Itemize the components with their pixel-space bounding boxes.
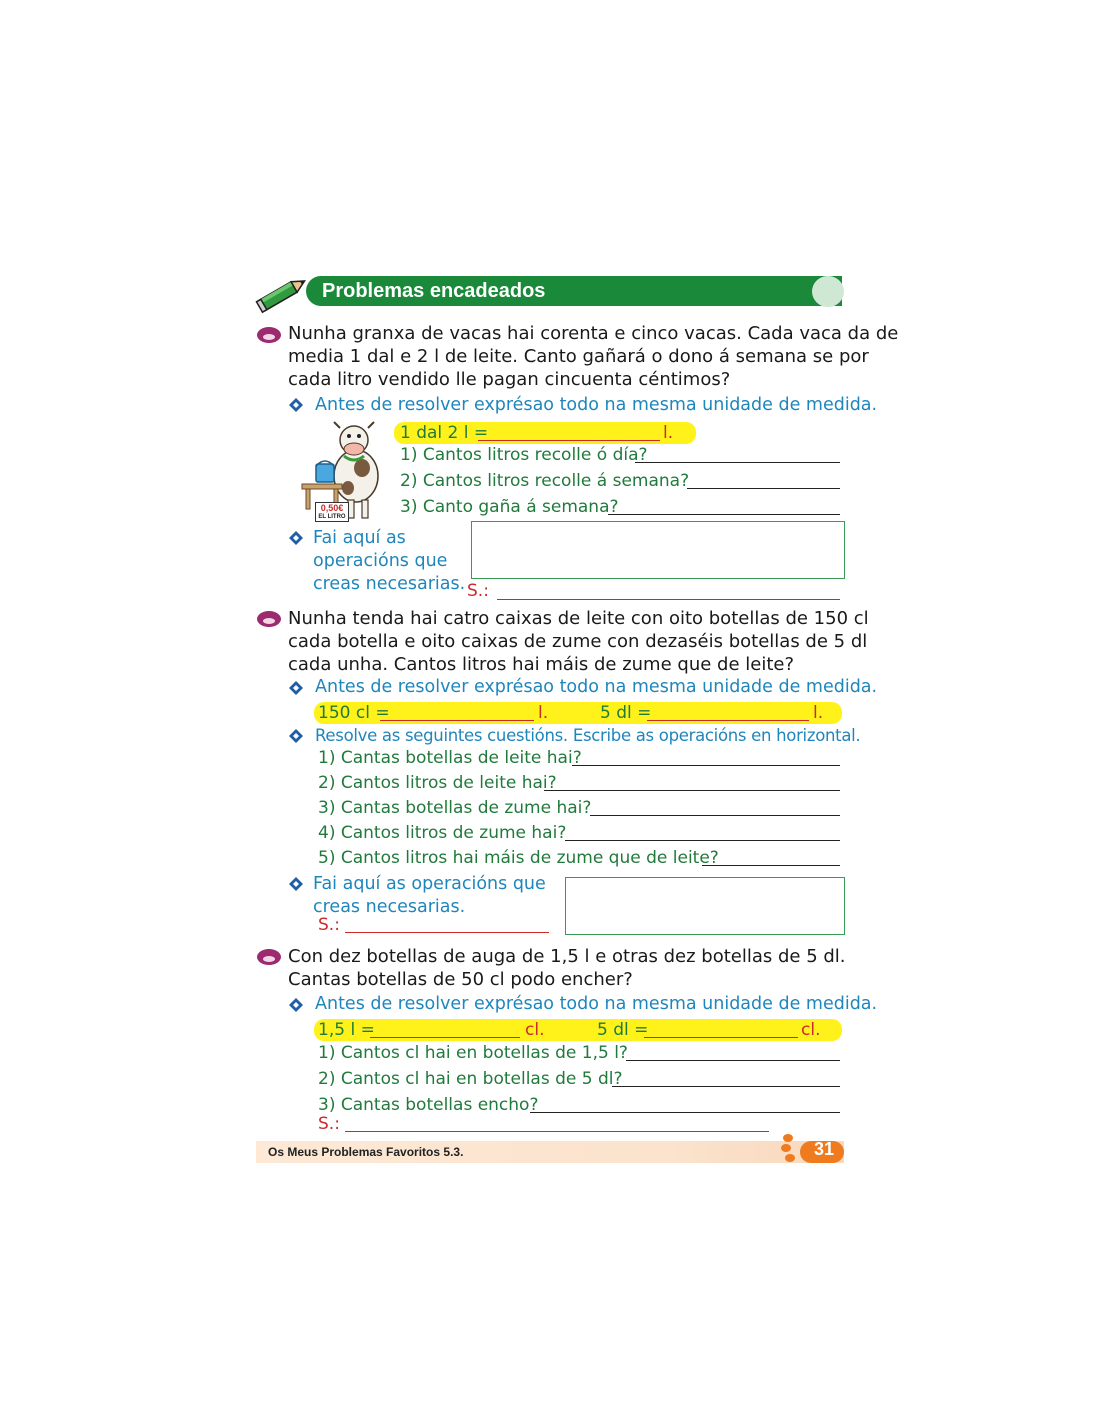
section-title: Problemas encadeados (322, 280, 546, 302)
p3-solution-line[interactable] (345, 1131, 769, 1132)
problem-2-text: Nunha tenda hai catro caixas de leite con oito botellas de 150 cl cada botella e oito caixas de zume con dezaséis botellas de 5 dl cada unha. Cantos litros hai máis de zume que de leite? (288, 608, 869, 675)
conversion-b: 5 dl = (597, 1020, 649, 1040)
diamond-bullet-icon (288, 997, 304, 1013)
problem-3-instruction: Antes de resolver exprésao todo na mesma unidade de medida. (315, 994, 878, 1014)
p2-question-4: 4) Cantos litros de zume hai? (318, 823, 567, 843)
p1-operations-box[interactable] (471, 521, 845, 579)
diamond-bullet-icon (288, 680, 304, 696)
p2-question-2: 2) Cantos litros de leite hai? (318, 773, 557, 793)
p2-question-5: 5) Cantos litros hai máis de zume que de leite? (318, 848, 719, 868)
page-number: 31 (813, 1139, 835, 1159)
conversion-b-unit: l. (813, 703, 824, 723)
p1-answer-line-3[interactable] (608, 514, 840, 515)
diamond-bullet-icon (288, 728, 304, 744)
pencil-icon (254, 274, 310, 314)
conversion-a-line[interactable] (370, 1037, 520, 1038)
bullet-icon (256, 610, 282, 628)
diamond-bullet-icon (288, 876, 304, 892)
p2-question-3: 3) Cantas botellas de zume hai? (318, 798, 592, 818)
diamond-bullet-icon (288, 397, 304, 413)
price-sign-label: EL LITRO (318, 514, 346, 520)
conversion-b-line[interactable] (647, 720, 809, 721)
p3-solution-label: S.: (318, 1114, 340, 1134)
section-header-cap (812, 276, 844, 307)
p1-operations-label: Fai aquí as operacións que creas necesarias. (313, 528, 466, 594)
p2-operations-label: Fai aquí as operacións que creas necesarias. (313, 874, 546, 917)
p2-operations-box[interactable] (565, 877, 845, 935)
book-title: Os Meus Problemas Favoritos 5.3. (268, 1145, 464, 1159)
bullet-icon (256, 326, 282, 344)
p1-question-1: 1) Cantos litros recolle ó día? (400, 445, 648, 465)
p3-question-2: 2) Cantos cl hai en botellas de 5 dl? (318, 1069, 623, 1089)
conversion-a: 150 cl = (318, 703, 390, 723)
p3-question-3: 3) Cantas botellas encho? (318, 1095, 539, 1115)
conversion-unit: l. (663, 423, 674, 443)
p2-question-1: 1) Cantas botellas de leite hai? (318, 748, 582, 768)
diamond-bullet-icon (288, 530, 304, 546)
p1-answer-line-1[interactable] (635, 462, 840, 463)
problem-3-text: Con dez botellas de auga de 1,5 l e otras dez botellas de 5 dl. Cantas botellas de 50 cl podo encher? (288, 946, 846, 990)
p1-answer-line-2[interactable] (687, 488, 840, 489)
p1-question-3: 3) Canto gaña á semana? (400, 497, 619, 517)
problem-2-instruction: Antes de resolver exprésao todo na mesma unidade de medida. (315, 677, 878, 697)
p3-answer-line-3[interactable] (530, 1112, 840, 1113)
p2-answer-line-5[interactable] (702, 865, 840, 866)
conversion-b-unit: cl. (801, 1020, 821, 1040)
p2-answer-line-1[interactable] (572, 765, 840, 766)
p2-answer-line-3[interactable] (590, 815, 840, 816)
price-sign (315, 502, 349, 522)
conversion-answer-line[interactable] (478, 440, 660, 441)
p1-solution-line[interactable] (497, 599, 840, 600)
p2-answer-line-2[interactable] (544, 790, 840, 791)
problem-1-text: Nunha granxa de vacas hai corenta e cinco vacas. Cada vaca da de media 1 dal e 2 l de leite. Canto gañará o dono á semana se por cada litro vendido lle pagan cincuenta céntimos? (288, 323, 899, 390)
conversion-a: 1,5 l = (318, 1020, 375, 1040)
p2-answer-line-4[interactable] (565, 840, 840, 841)
conversion-a-line[interactable] (380, 720, 534, 721)
problem-1-instruction: Antes de resolver exprésao todo na mesma unidade de medida. (315, 395, 878, 415)
price-sign-value: 0,50€ (320, 503, 344, 513)
conversion-left: 1 dal 2 l = (400, 423, 489, 443)
conversion-b-line[interactable] (644, 1037, 798, 1038)
p3-answer-line-2[interactable] (612, 1086, 840, 1087)
conversion-b: 5 dl = (600, 703, 652, 723)
p2-solution-label: S.: (318, 915, 340, 935)
p1-solution-label: S.: (467, 581, 489, 601)
conversion-a-unit: l. (538, 703, 549, 723)
bullet-icon (256, 948, 282, 966)
p1-question-2: 2) Cantos litros recolle á semana? (400, 471, 690, 491)
conversion-a-unit: cl. (525, 1020, 545, 1040)
problem-2-instruction-2: Resolve as seguintes cuestións. Escribe as operacións en horizontal. (315, 726, 861, 745)
p2-solution-line[interactable] (345, 932, 549, 933)
p3-question-1: 1) Cantos cl hai en botellas de 1,5 l? (318, 1043, 628, 1063)
p3-answer-line-1[interactable] (626, 1060, 840, 1061)
